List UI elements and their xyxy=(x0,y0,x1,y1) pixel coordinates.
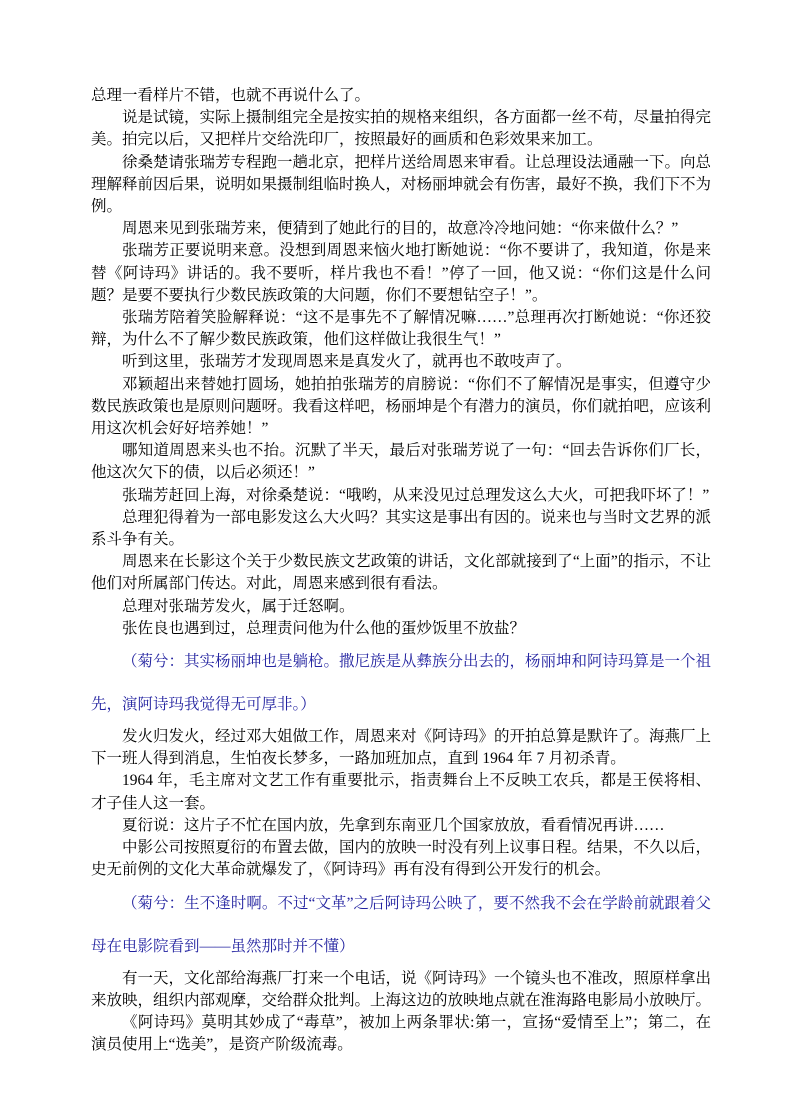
paragraph: 说是试镜，实际上摄制组完全是按实拍的规格来组织，各方面都一丝不苟，尽量拍得完美。拍完以后，又把样片交给洗印厂，按照最好的画质和色彩效果来加工。 xyxy=(91,109,712,149)
paragraph: 张瑞芳赶回上海，对徐桑楚说：“哦哟，从来没见过总理发这么大火，可把我吓坏了！” xyxy=(122,486,710,504)
paragraph: 夏衍说：这片子不忙在国内放，先拿到东南亚几个国家放放，看看情况再讲…… xyxy=(122,816,665,834)
paragraph: 张瑞芳正要说明来意。没想到周恩来恼火地打断她说：“你不要讲了，我知道，你是来替《阿诗玛》讲话的。我不要听，样片我也不看！”停了一回，他又说：“你们这是什么问题？是要不要执行少数民族政策的大问题，你们不要想钻空子！”。 xyxy=(91,242,711,304)
paragraph: 张瑞芳陪着笑脸解释说：“这不是事先不了解情况嘛……”总理再次打断她说：“你还狡辩，为什么不了解少数民族政策，他们这样做让我很生气！” xyxy=(91,309,711,349)
paragraph: 周恩来在长影这个关于少数民族文艺政策的讲话，文化部就接到了“上面”的指示，不让他们对所属部门传达。对此，周恩来感到很有看法。 xyxy=(91,553,711,593)
document-page xyxy=(91,85,711,1056)
paragraph: 1964 年，毛主席对文艺工作有重要批示，指责舞台上不反映工农兵，都是王侯将相、才子佳人这一套。 xyxy=(91,772,711,812)
paragraph: 周恩来见到张瑞芳来，便猜到了她此行的目的，故意冷冷地问她：“你来做什么？” xyxy=(122,220,679,238)
paragraph: 总理对张瑞芳发火，属于迁怒啊。 xyxy=(122,597,355,615)
paragraph: 《阿诗玛》莫明其妙成了“毒草”，被加上两条罪状:第一，宣扬“爱情至上”；第二，在演员使用上“选美”，是资产阶级流毒。 xyxy=(91,1013,711,1054)
annotation-paragraph: （菊兮：生不逢时啊。不过“文革”之后阿诗玛公映了，要不然我不会在学龄前就跟着父母在电影院看到——虽然那时并不懂） xyxy=(91,894,711,955)
paragraph: 邓颖超出来替她打圆场，她拍拍张瑞芳的肩膀说：“你们不了解情况是事实，但遵守少数民族政策也是原则问题呀。我看这样吧，杨丽坤是个有潜力的演员，你们就拍吧，应该利用这次机会好好培养她！” xyxy=(91,375,712,438)
paragraph: 张佐良也遇到过，总理责问他为什么他的蛋炒饭里不放盐？ xyxy=(122,619,526,637)
paragraph: 哪知道周恩来头也不抬。沉默了半天，最后对张瑞芳说了一句：“回去告诉你们厂长，他这次欠下的债，以后必须还！” xyxy=(91,442,711,482)
annotation-paragraph: （菊兮：其实杨丽坤也是躺枪。撒尼族是从彝族分出去的，杨丽坤和阿诗玛算是一个祖先，演阿诗玛我觉得无可厚非。） xyxy=(91,653,712,714)
paragraph: 总理一看样片不错，也就不再说什么了。 xyxy=(91,87,371,104)
paragraph: 中影公司按照夏衍的布置去做，国内的放映一时没有列上议事日程。结果，不久以后，史无前例的文化大革命就爆发了，《阿诗玛》再有没有得到公开发行的机会。 xyxy=(91,839,712,879)
paragraph: 发火归发火，经过邓大姐做工作，周恩来对《阿诗玛》的开拍总算是默许了。海燕厂上下一班人得到消息，生怕夜长梦多，一路加班加点，直到 1964 年 7 月初杀青。 xyxy=(91,728,712,768)
paragraph: 徐桑楚请张瑞芳专程跑一趟北京，把样片送给周恩来审看。让总理设法通融一下。向总理解释前因后果，说明如果摄制组临时换人，对杨丽坤就会有伤害，最好不换，我们下不为例。 xyxy=(91,153,712,216)
paragraph: 听到这里，张瑞芳才发现周恩来是真发火了，就再也不敢吱声了。 xyxy=(122,353,572,371)
paragraph: 有一天，文化部给海燕厂打来一个电话，说《阿诗玛》一个镜头也不准改，照原样拿出来放映，组织内部观摩，交给群众批判。上海这边的放映地点就在淮海路电影局小放映厅。 xyxy=(91,969,712,1009)
paragraph: 总理犯得着为一部电影发这么大火吗？其实这是事出有因的。说来也与当时文艺界的派系斗争有关。 xyxy=(91,508,712,549)
